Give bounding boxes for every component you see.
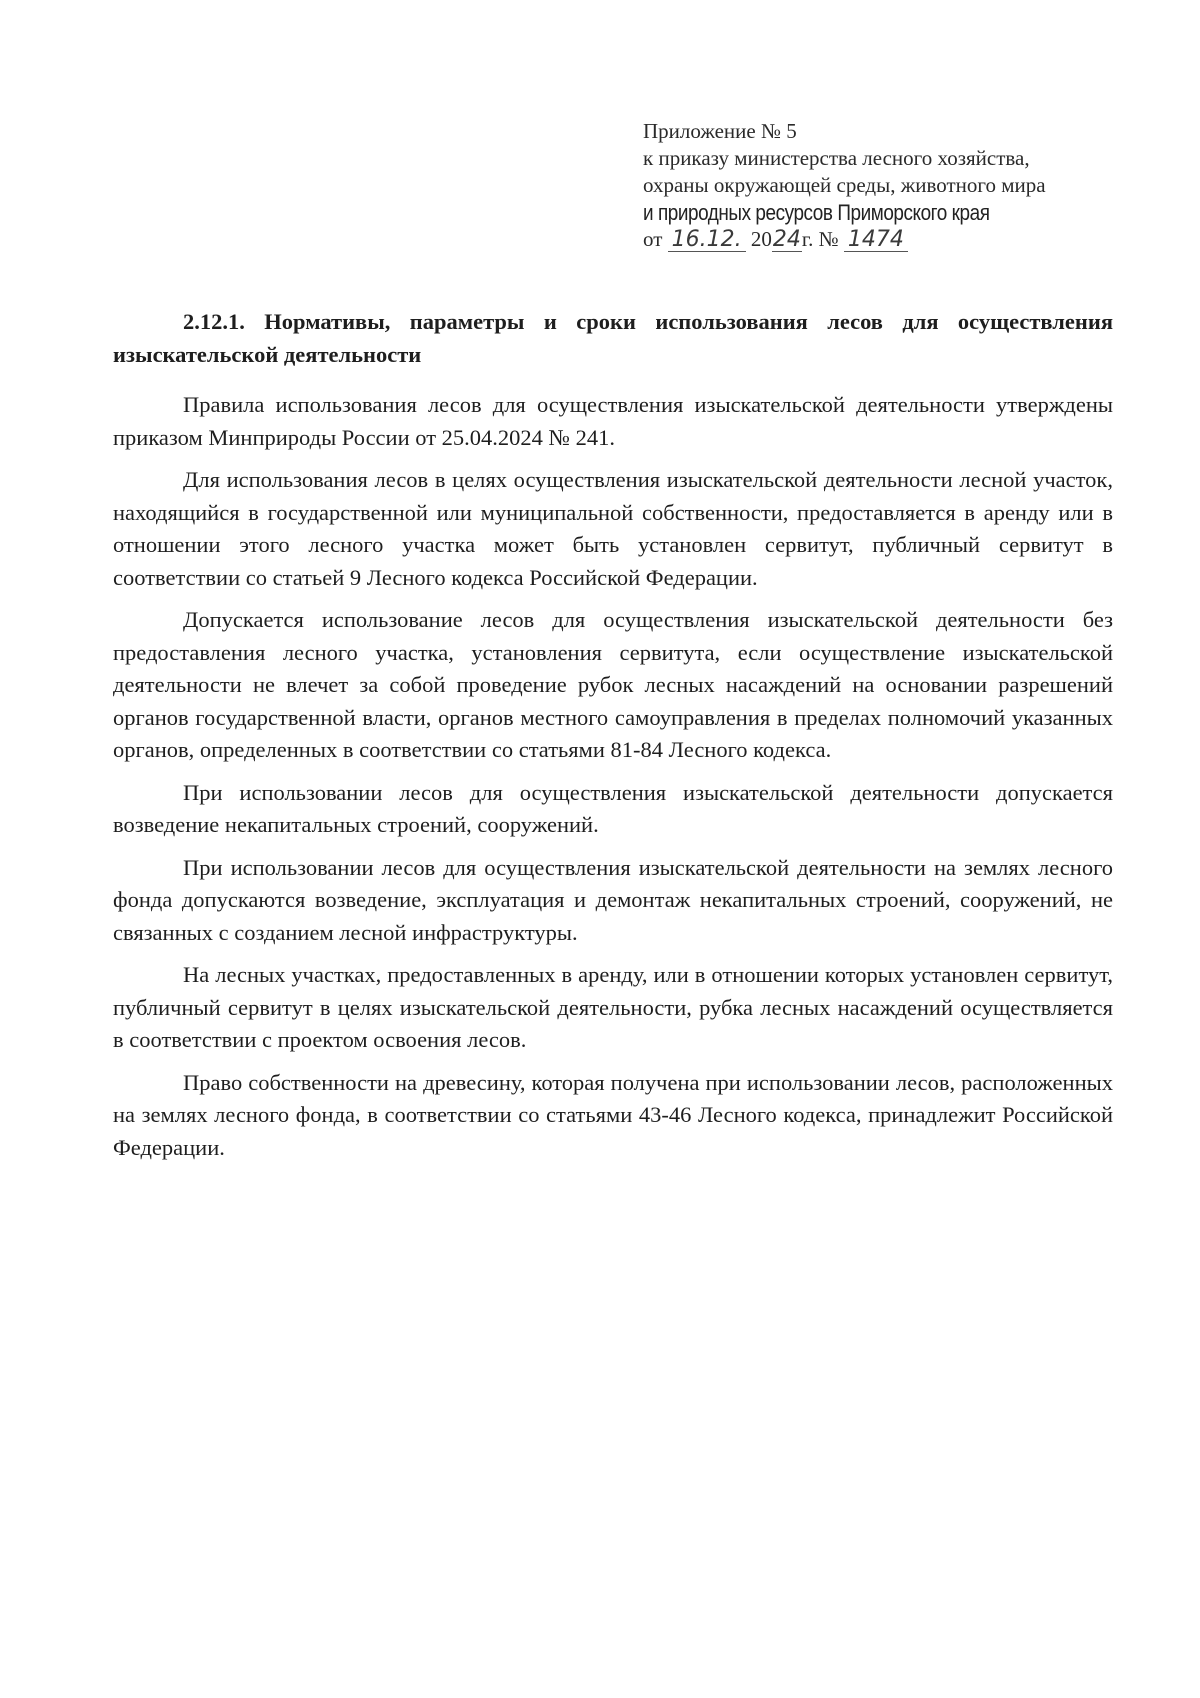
appendix-date-line (643, 226, 1163, 253)
section-heading: 2.12.1. Нормативы, параметры и сроки использования лесов для осуществления изыскательской деятельности (113, 309, 1113, 367)
paragraph-6: На лесных участках, предоставленных в аренду, или в отношении которых установлен сервитут, публичный сервитут в целях изыскательской деятельности, рубка лесных насаждений осуществляется в соответствии с проектом освоения лесов. (113, 962, 1113, 1052)
paragraph-2: Для использования лесов в целях осуществления изыскательской деятельности лесной участок, находящийся в государственной или муниципальной собственности, предоставляется в аренду или в отношении этого лесного участка может быть установлен сервитут, публичный сервитут в соответствии со статьей 9 Лесного кодекса Российской Федерации. (113, 467, 1113, 590)
handwritten-year: 24 (772, 227, 801, 252)
date-prefix: от (643, 227, 663, 251)
document-body (113, 306, 1113, 1174)
appendix-ministry-line: охраны окружающей среды, животного мира (643, 173, 1046, 197)
appendix-title: Приложение № 5 (643, 119, 797, 143)
paragraph-4: При использовании лесов для осуществления изыскательской деятельности допускается возведение некапитальных строений, сооружений. (113, 779, 1113, 837)
appendix-order-line: к приказу министерства лесного хозяйства, (643, 146, 1030, 170)
paragraph-1: Правила использования лесов для осуществления изыскательской деятельности утверждены приказом Минприроды России от 25.04.2024 № 241. (113, 392, 1113, 450)
appendix-header (643, 118, 1163, 253)
date-year-prefix: 20 (750, 227, 772, 251)
appendix-region-stamp: и природных ресурсов Приморского края (643, 200, 990, 225)
handwritten-date: 16.12. (668, 229, 746, 252)
paragraph-5: При использовании лесов для осуществления изыскательской деятельности на землях лесного фонда допускаются возведение, эксплуатация и демонтаж некапитальных строений, сооружений, не связанных с созданием лесной инфраструктуры. (113, 854, 1113, 945)
paragraph-7: Право собственности на древесину, которая получена при использовании лесов, расположенных на землях лесного фонда, в соответствии со статьями 43-46 Лесного кодекса, принадлежит Российской Федерации. (113, 1069, 1113, 1160)
paragraph-3: Допускается использование лесов для осуществления изыскательской деятельности без предоставления лесного участка, установления сервитута, если осуществление изыскательской деятельности не влечет за собой проведение рубок лесных насаждений на основании разрешений органов государственной власти, органов местного самоуправления в пределах полномочий указанных органов, определенных в соответствии со статьями 81-84 Лесного кодекса. (113, 607, 1113, 762)
handwritten-order-number: 1474 (844, 229, 908, 252)
date-number-label: г. № (801, 227, 839, 251)
